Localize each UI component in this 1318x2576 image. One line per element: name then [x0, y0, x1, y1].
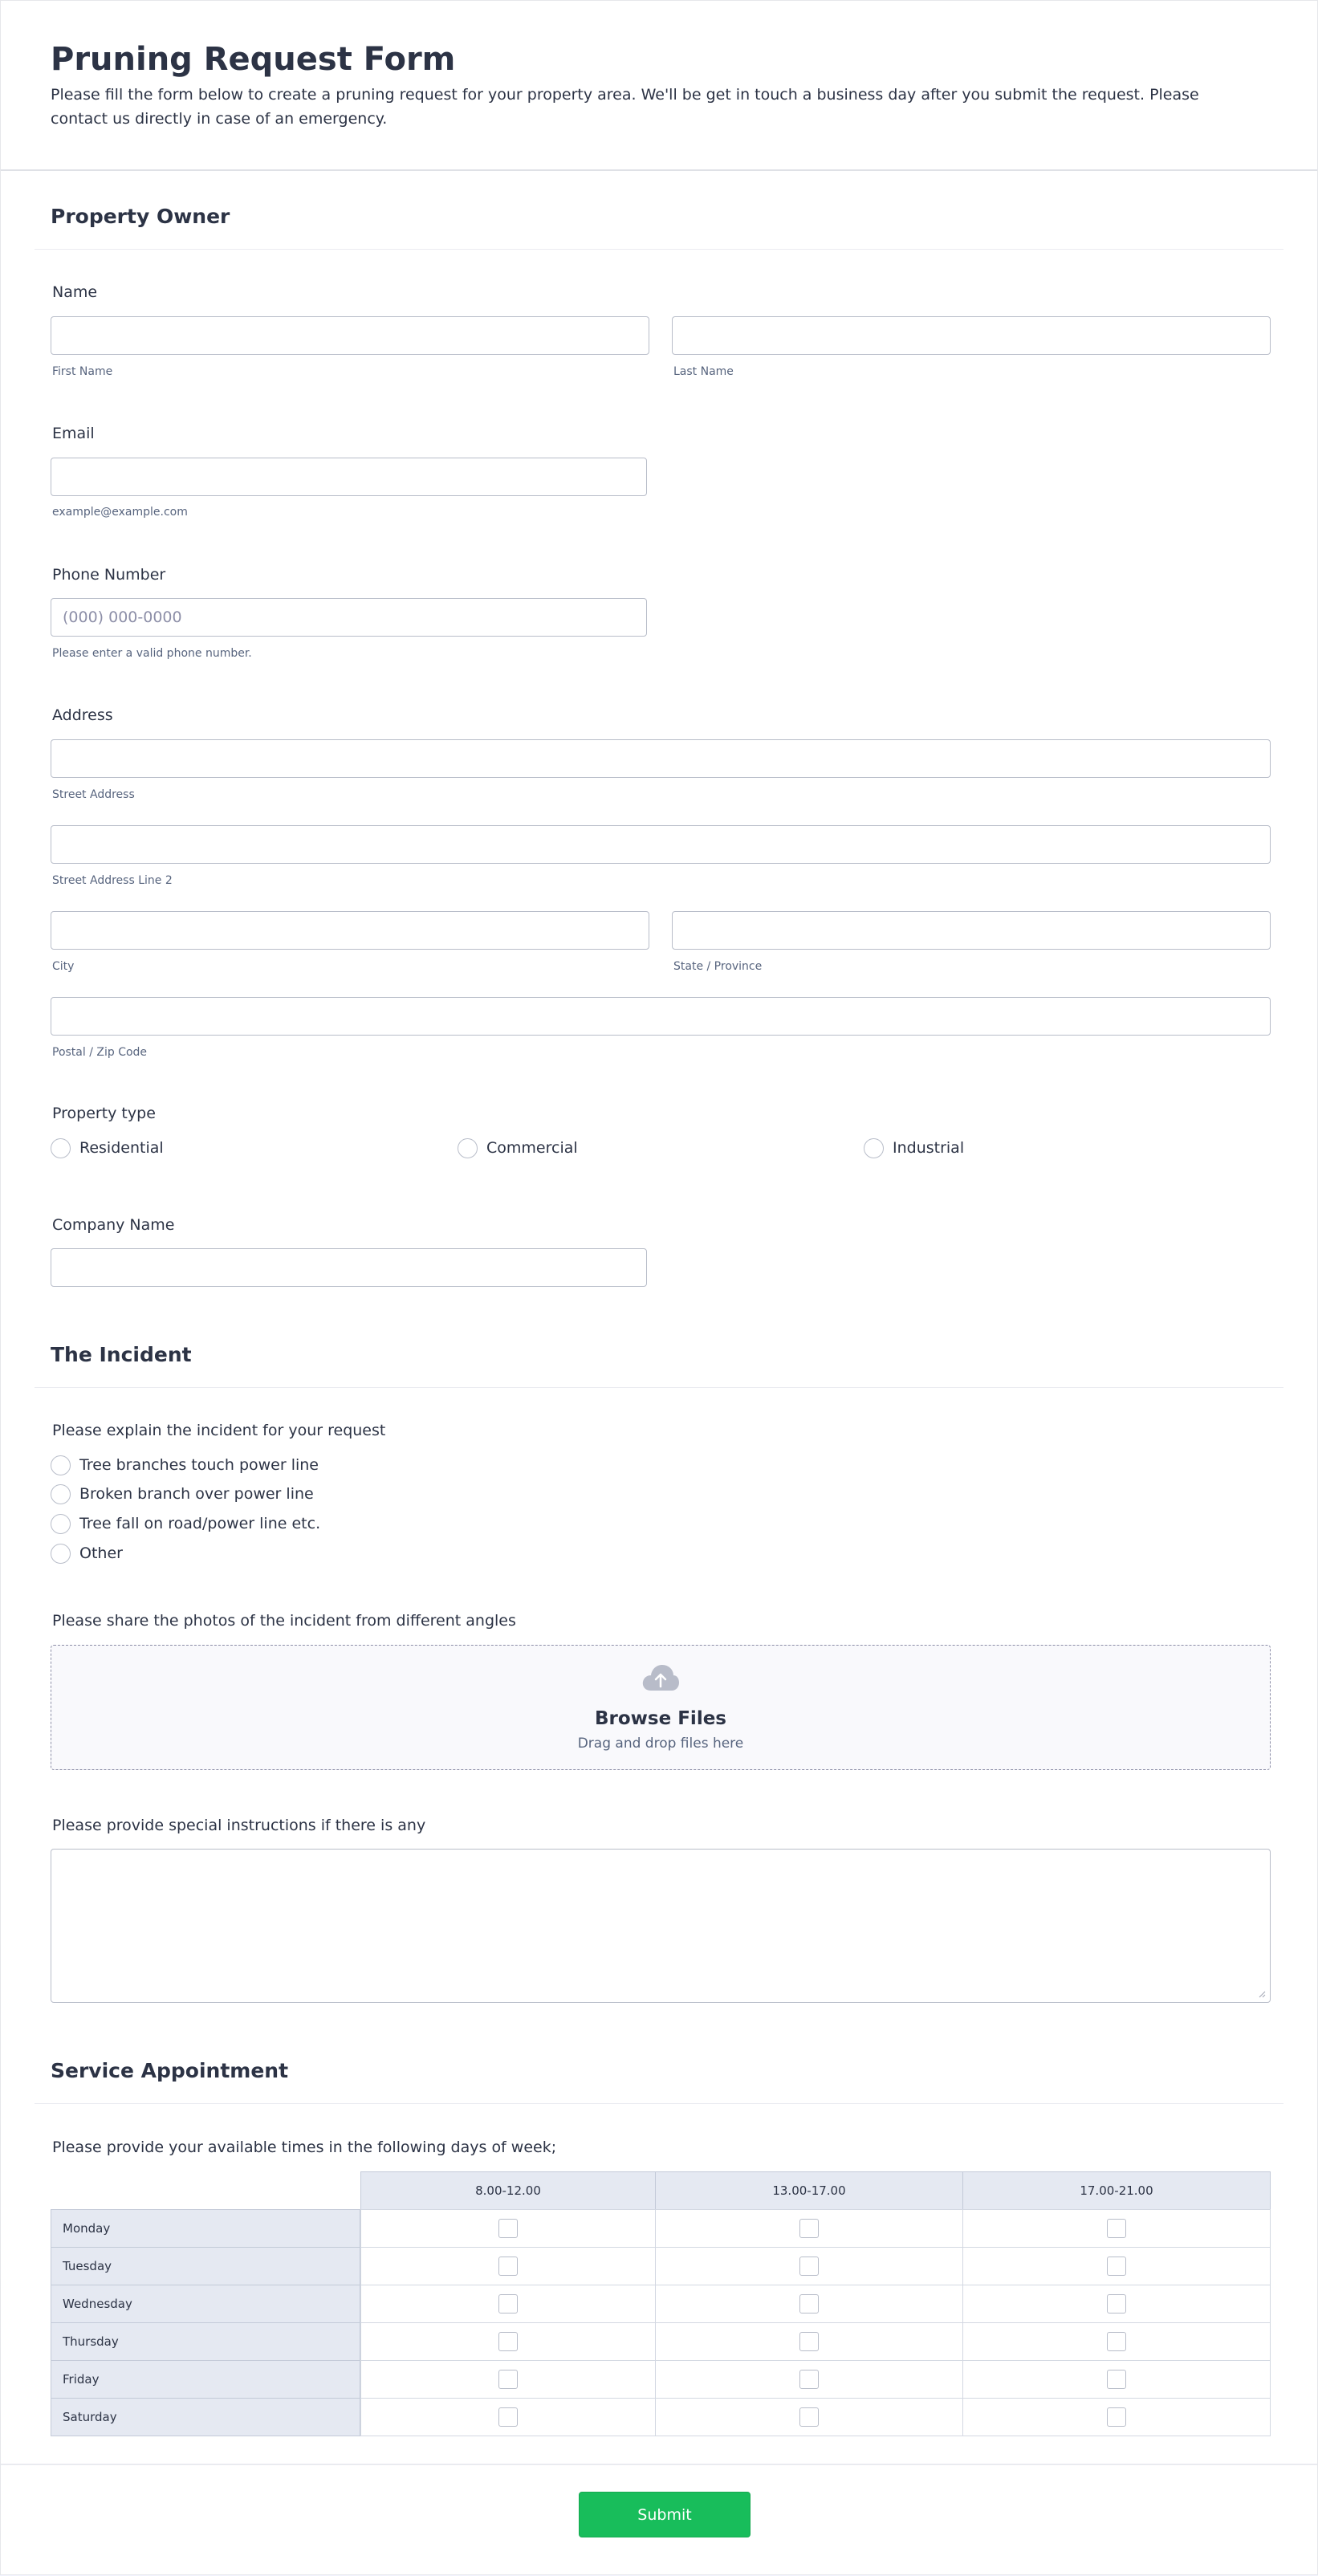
last-name-input[interactable] [672, 316, 1271, 355]
radio-circle[interactable] [51, 1514, 71, 1534]
section-title-service-appointment: Service Appointment [51, 2059, 289, 2082]
matrix-row-label: Wednesday [51, 2285, 360, 2323]
availability-checkbox[interactable] [799, 2219, 819, 2238]
availability-checkbox[interactable] [1107, 2370, 1126, 2389]
company-name-label: Company Name [52, 1216, 175, 1234]
availability-checkbox[interactable] [498, 2219, 518, 2238]
section-title-property-owner: Property Owner [51, 205, 230, 228]
matrix-cell[interactable] [655, 2285, 963, 2323]
radio-circle[interactable] [458, 1138, 478, 1158]
file-upload-dropzone[interactable] [51, 1645, 1271, 1770]
availability-checkbox[interactable] [799, 2407, 819, 2427]
availability-checkbox[interactable] [799, 2294, 819, 2314]
matrix-cell[interactable] [655, 2209, 963, 2248]
radio-label: Industrial [893, 1139, 965, 1157]
phone-label: Phone Number [52, 566, 166, 584]
special-instructions-label: Please provide special instructions if there is any [52, 1817, 426, 1834]
radio-label: Tree branches touch power line [79, 1456, 319, 1474]
matrix-row-label: Thursday [51, 2322, 360, 2361]
state-sublabel: State / Province [673, 960, 763, 973]
matrix-cell[interactable] [655, 2247, 963, 2285]
section-divider [35, 249, 1283, 250]
section-divider [35, 2103, 1283, 2104]
incident-option-branches-touch[interactable] [51, 1454, 319, 1476]
street-address-sublabel: Street Address [52, 788, 135, 801]
matrix-cell[interactable] [962, 2209, 1271, 2248]
email-input[interactable] [51, 458, 647, 496]
submit-button[interactable]: Submit [579, 2492, 751, 2537]
incident-option-other[interactable] [51, 1542, 123, 1565]
matrix-cell[interactable] [962, 2285, 1271, 2323]
radio-circle[interactable] [51, 1455, 71, 1475]
last-name-sublabel: Last Name [673, 365, 734, 378]
availability-checkbox[interactable] [498, 2294, 518, 2314]
matrix-cell[interactable] [655, 2322, 963, 2361]
radio-label: Residential [79, 1139, 164, 1157]
availability-checkbox[interactable] [799, 2332, 819, 2351]
availability-label: Please provide your available times in the following days of week; [52, 2139, 557, 2156]
availability-checkbox[interactable] [498, 2370, 518, 2389]
property-type-industrial[interactable] [864, 1137, 964, 1159]
photos-label: Please share the photos of the incident from different angles [52, 1612, 516, 1630]
radio-label: Broken branch over power line [79, 1485, 314, 1503]
postal-code-sublabel: Postal / Zip Code [52, 1046, 148, 1059]
property-type-commercial[interactable] [458, 1137, 578, 1159]
matrix-cell[interactable] [962, 2247, 1271, 2285]
availability-checkbox[interactable] [1107, 2257, 1126, 2276]
form-description: Please fill the form below to create a pruning request for your property area. We'll be get in touch a business day after you submit the request. Please contact us directly in case of an emergency. [51, 86, 1199, 128]
matrix-cell[interactable] [962, 2360, 1271, 2399]
form-header [1, 1, 1317, 171]
matrix-cell[interactable] [655, 2360, 963, 2399]
postal-code-input[interactable] [51, 997, 1271, 1036]
matrix-row-label: Saturday [51, 2398, 360, 2436]
availability-checkbox[interactable] [1107, 2332, 1126, 2351]
incident-option-broken-branch[interactable] [51, 1483, 314, 1505]
company-name-input[interactable] [51, 1248, 647, 1287]
phone-input[interactable] [51, 598, 647, 637]
name-label: Name [52, 283, 98, 301]
radio-label: Other [79, 1544, 123, 1562]
matrix-cell[interactable] [360, 2285, 656, 2323]
cloud-upload-icon [641, 1663, 680, 1692]
matrix-cell[interactable] [360, 2398, 656, 2436]
incident-option-tree-fall[interactable] [51, 1512, 320, 1535]
availability-checkbox[interactable] [799, 2257, 819, 2276]
matrix-row-label: Friday [51, 2360, 360, 2399]
availability-checkbox[interactable] [1107, 2294, 1126, 2314]
matrix-column-header: 17.00-21.00 [962, 2171, 1271, 2210]
street-address-line2-input[interactable] [51, 825, 1271, 864]
state-input[interactable] [672, 911, 1271, 950]
incident-explain-label: Please explain the incident for your request [52, 1422, 386, 1439]
matrix-column-header: 8.00-12.00 [360, 2171, 656, 2210]
matrix-cell[interactable] [360, 2322, 656, 2361]
first-name-input[interactable] [51, 316, 649, 355]
matrix-cell[interactable] [655, 2398, 963, 2436]
first-name-sublabel: First Name [52, 365, 113, 378]
radio-circle[interactable] [864, 1138, 884, 1158]
special-instructions-textarea[interactable] [51, 1849, 1271, 2003]
radio-label: Commercial [486, 1139, 578, 1157]
street-address-line2-sublabel: Street Address Line 2 [52, 874, 173, 887]
resize-grip-icon[interactable] [1258, 1990, 1266, 1998]
availability-checkbox[interactable] [1107, 2407, 1126, 2427]
street-address-input[interactable] [51, 739, 1271, 778]
matrix-row-label: Monday [51, 2209, 360, 2248]
matrix-cell[interactable] [360, 2247, 656, 2285]
availability-checkbox[interactable] [1107, 2219, 1126, 2238]
matrix-column-header: 13.00-17.00 [655, 2171, 963, 2210]
browse-files-label[interactable]: Browse Files [595, 1708, 726, 1729]
section-title-incident: The Incident [51, 1343, 192, 1366]
city-sublabel: City [52, 960, 75, 973]
address-label: Address [52, 706, 113, 724]
section-divider [35, 1387, 1283, 1388]
radio-label: Tree fall on road/power line etc. [79, 1515, 321, 1532]
form-title: Pruning Request Form [51, 41, 456, 78]
radio-circle[interactable] [51, 1138, 71, 1158]
availability-checkbox[interactable] [498, 2257, 518, 2276]
phone-sublabel: Please enter a valid phone number. [52, 647, 252, 660]
property-type-label: Property type [52, 1105, 156, 1122]
matrix-cell[interactable] [962, 2322, 1271, 2361]
matrix-row-label: Tuesday [51, 2247, 360, 2285]
email-label: Email [52, 425, 95, 442]
matrix-cell[interactable] [962, 2398, 1271, 2436]
availability-checkbox[interactable] [498, 2407, 518, 2427]
availability-checkbox[interactable] [498, 2332, 518, 2351]
radio-circle[interactable] [51, 1544, 71, 1564]
radio-circle[interactable] [51, 1484, 71, 1504]
city-input[interactable] [51, 911, 649, 950]
matrix-cell[interactable] [360, 2209, 656, 2248]
availability-checkbox[interactable] [799, 2370, 819, 2389]
email-sublabel: example@example.com [52, 506, 188, 519]
property-type-residential[interactable] [51, 1137, 164, 1159]
availability-matrix [51, 2171, 1271, 2440]
drag-drop-hint: Drag and drop files here [577, 1736, 744, 1752]
matrix-cell[interactable] [360, 2360, 656, 2399]
